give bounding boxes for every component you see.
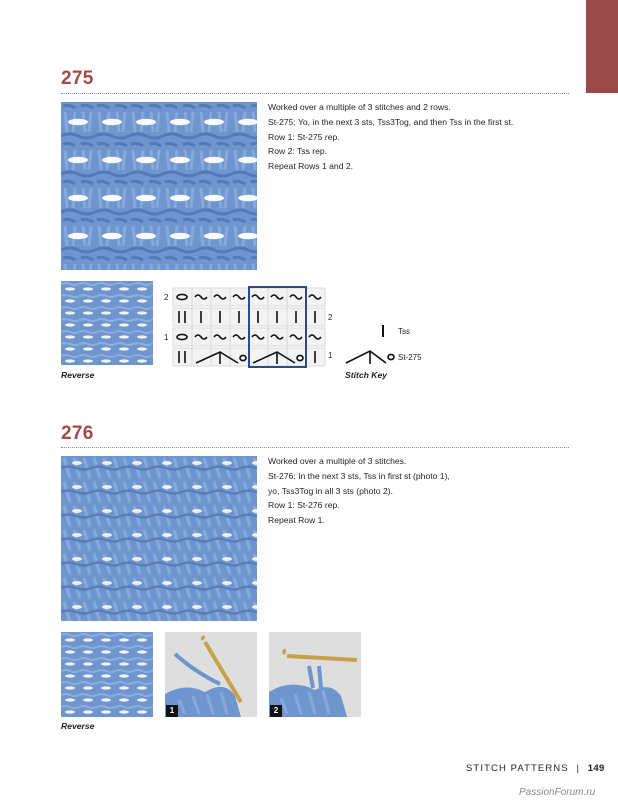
st-275-symbol-icon	[344, 346, 396, 366]
tss-symbol-icon	[376, 324, 390, 338]
instruction-line: Row 2: Tss rep.	[268, 146, 328, 157]
section-divider	[61, 93, 569, 94]
instruction-line: Repeat Row 1.	[268, 515, 325, 526]
reverse-photo-275	[61, 281, 153, 365]
section-divider	[61, 447, 569, 448]
instruction-line: Repeat Rows 1 and 2.	[268, 161, 354, 172]
step-photo-2	[269, 632, 361, 717]
photo-badge: 2	[270, 705, 282, 717]
reverse-caption: Reverse	[61, 721, 95, 731]
instruction-line: Row 1: St-275 rep.	[268, 131, 340, 142]
instruction-line: yo, Tss3Tog in all 3 sts (photo 2).	[268, 485, 393, 496]
instruction-line: Worked over a multiple of 3 stitches and 2 rows.	[268, 102, 451, 112]
page-number: 149	[587, 763, 605, 774]
instruction-line: Worked over a multiple of 3 stitches.	[268, 456, 407, 466]
section-tab	[586, 0, 618, 93]
stitch-photo-276	[61, 456, 257, 621]
row-number-right: 1	[328, 351, 333, 360]
footer-section: STITCH PATTERNS	[466, 763, 569, 774]
reverse-photo-276	[61, 632, 153, 717]
row-number-right: 2	[328, 313, 333, 322]
row-number-left: 1	[164, 333, 169, 342]
instruction-line: St-276: In the next 3 sts, Tss in first st (photo 1),	[268, 470, 450, 481]
chart-grid	[160, 284, 340, 368]
pattern-instructions-275	[268, 100, 513, 174]
instruction-line: Row 1: St-276 rep.	[268, 500, 340, 511]
footer-separator: |	[576, 763, 581, 774]
row-number-left: 2	[164, 293, 169, 302]
reverse-caption: Reverse	[61, 370, 95, 380]
step-photo-1	[165, 632, 257, 717]
pattern-number: 276	[61, 423, 94, 444]
page-footer	[466, 763, 605, 774]
stitch-key-title: Stitch Key	[345, 370, 388, 380]
stitch-photo-275	[61, 102, 257, 270]
pattern-instructions-276	[268, 454, 450, 528]
instruction-line: St-275: Yo, in the next 3 sts, Tss3Tog, and then Tss in the first st.	[268, 116, 514, 127]
watermark: PassionForum.ru	[519, 787, 596, 798]
stitch-chart	[160, 284, 340, 368]
photo-badge: 1	[166, 705, 178, 717]
pattern-number: 275	[61, 68, 94, 89]
key-label-tss: Tss	[398, 327, 410, 336]
key-label-st-275: St-275	[398, 353, 422, 362]
